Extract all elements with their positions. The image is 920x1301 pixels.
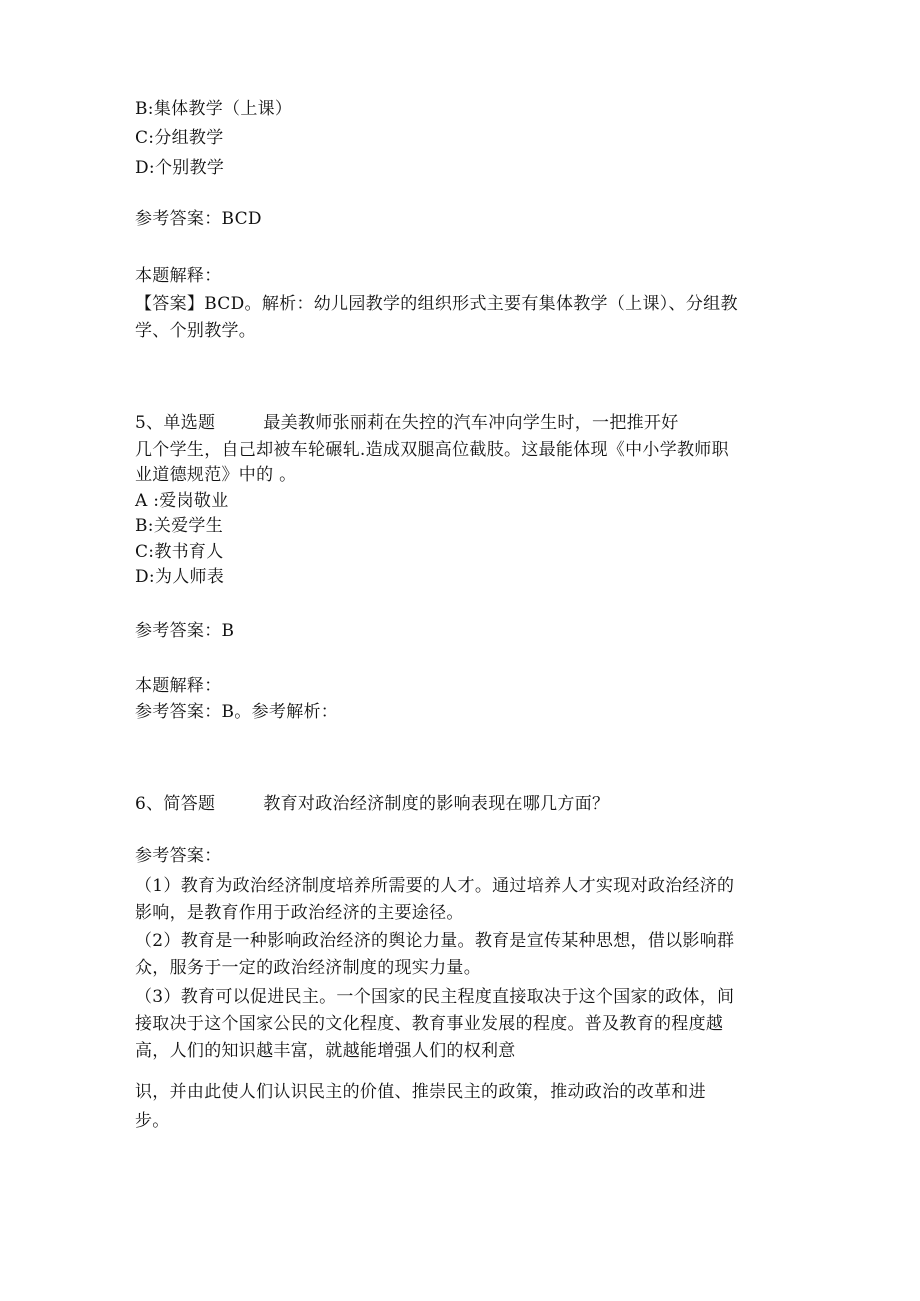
q5-explanation-label: 本题解释： — [135, 676, 222, 696]
q5-number-type: 5、单选题 — [135, 413, 216, 433]
q5-heading — [135, 412, 679, 434]
q6-stem: 教育对政治经济制度的影响表现在哪几方面？ — [263, 794, 610, 814]
q4-option-b: B:集体教学（上课） — [135, 99, 293, 119]
q6-answer-line: 高，人们的知识越丰富，就越能增强人们的权利意 — [135, 1041, 516, 1061]
q6-answer-line: （1）教育为政治经济制度培养所需要的人才。通过培养人才实现对政治经济的 — [135, 876, 735, 896]
q4-explanation-line: 【答案】BCD。解析：幼儿园教学的组织形式主要有集体教学（上课）、分组教 — [135, 294, 738, 314]
q4-option-d: D:个别教学 — [135, 158, 225, 178]
q5-explanation-line: 参考答案：B。参考解析： — [135, 702, 339, 722]
q5-stem-line: 业道德规范》中的 。 — [135, 465, 297, 485]
q6-answer-line: 众，服务于一定的政治经济制度的现实力量。 — [135, 958, 481, 978]
q4-option-c: C:分组教学 — [135, 128, 224, 148]
q5-stem-line: 几个学生，自己却被车轮碾轧.造成双腿高位截肢。这最能体现《中小学教师职 — [135, 440, 729, 460]
q4-answer: 参考答案：BCD — [135, 209, 262, 229]
q6-answer-line: 接取决于这个国家公民的文化程度、教育事业发展的程度。普及教育的程度越 — [135, 1014, 724, 1034]
q5-option-d: D:为人师表 — [135, 567, 225, 587]
q6-answer-line: 识，并由此使人们认识民主的价值、推崇民主的政策，推动政治的改革和进 — [135, 1082, 706, 1102]
q6-answer-line: （3）教育可以促进民主。一个国家的民主程度直接取决于这个国家的政体，间 — [135, 987, 735, 1007]
q5-stem: 最美教师张丽莉在失控的汽车冲向学生时，一把推开好 — [263, 413, 679, 433]
q6-answer-label: 参考答案： — [135, 846, 222, 866]
q6-answer-line: （2）教育是一种影响政治经济的舆论力量。教育是宣传某种思想，借以影响群 — [135, 931, 735, 951]
q4-explanation-line: 学、个别教学。 — [135, 321, 257, 341]
q5-option-c: C:教书育人 — [135, 542, 224, 562]
q6-heading — [135, 793, 609, 815]
q5-answer: 参考答案：B — [135, 621, 235, 641]
q6-answer-line: 步。 — [135, 1111, 170, 1131]
q6-number-type: 6、简答题 — [135, 794, 216, 814]
q5-option-b: B:关爱学生 — [135, 516, 224, 536]
q4-explanation-label: 本题解释： — [135, 266, 222, 286]
q5-option-a: A :爱岗敬业 — [135, 491, 229, 511]
q6-answer-line: 影响，是教育作用于政治经济的主要途径。 — [135, 903, 464, 923]
